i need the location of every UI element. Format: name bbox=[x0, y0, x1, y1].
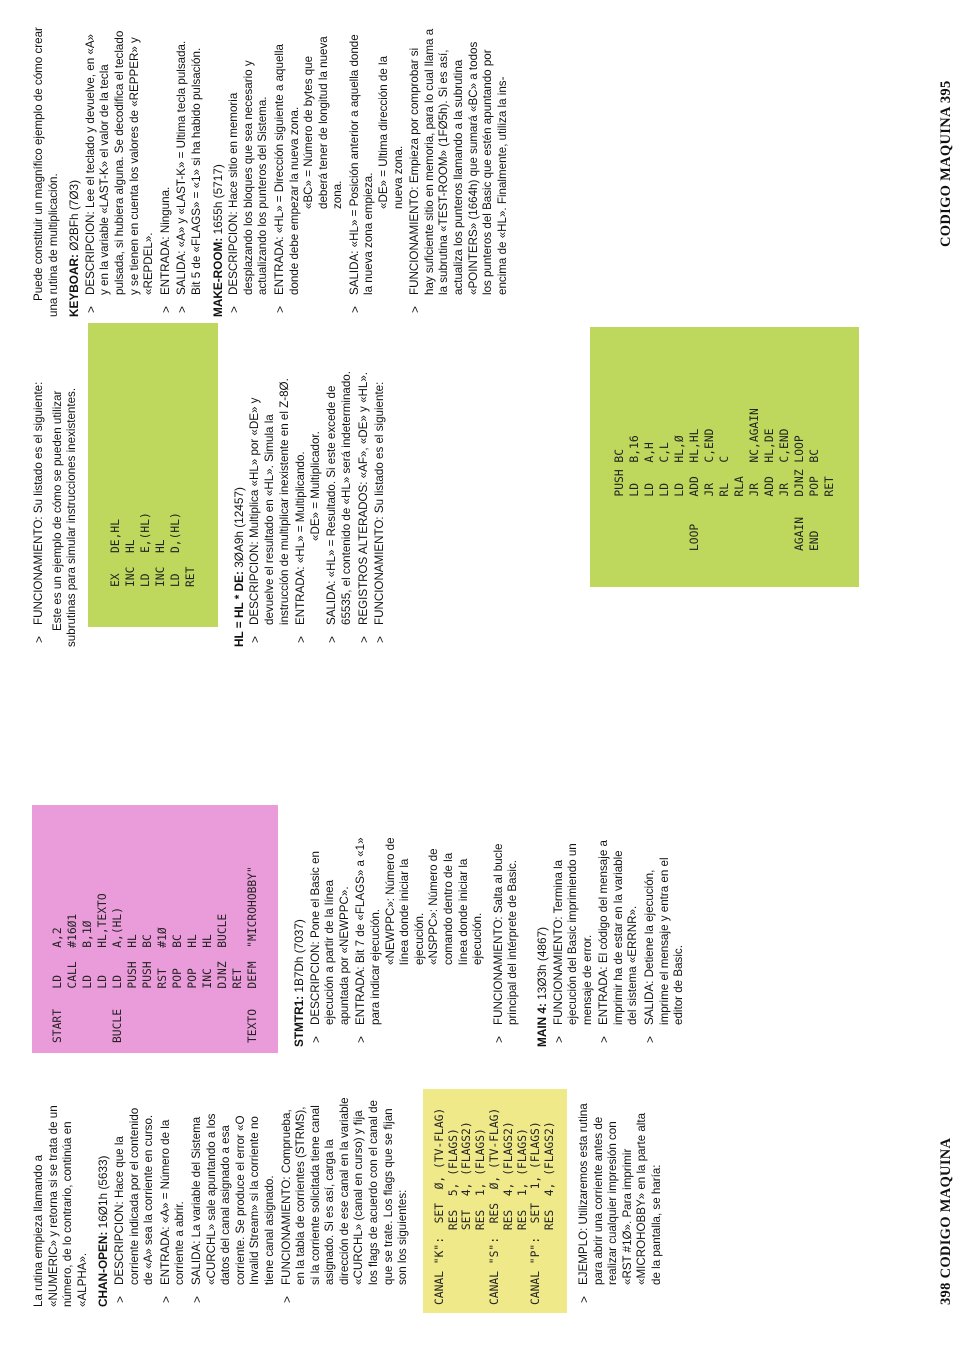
entry-title: MAKE-ROOM: bbox=[210, 237, 225, 317]
column-1 bbox=[32, 1097, 667, 1307]
entry-address: Ø2BFh (7Ø3) bbox=[67, 179, 82, 255]
arrow-icon: > bbox=[272, 305, 287, 313]
funcionamiento-item bbox=[280, 1097, 411, 1307]
entry-address: 3ØA9h (12457) bbox=[231, 487, 246, 572]
entrada-item bbox=[597, 837, 641, 1047]
entry-address: 1B7Dh (7037) bbox=[292, 919, 306, 996]
peek-code-block: EX DE,HL INC HL LD E,(HL) INC HL LD D,(HL) RET bbox=[88, 323, 218, 627]
arrow-icon: > bbox=[373, 635, 388, 643]
arrow-icon: > bbox=[32, 635, 46, 643]
descripcion-item bbox=[84, 27, 157, 317]
flags-code-block: CANAL "K": SET Ø, (TV-FLAG) RES 5, (FLAGS) SET 4, (FLAGS2) RES 1, (FLAGS) CANAL "S": RES Ø, (TV-FLAG) RES 4, (FLAGS2) RES 1, (FLAGS) CANAL "P": SET 1, (FLAGS) RES 4, (FLAGS2) bbox=[423, 1089, 567, 1313]
item-text: DESCRIPCION: Lee el teclado y devuelve, en «A» y en la variable «LAST-K» el valor de la tecla pulsada, si hubiera alguna. Se decodifica el teclado y se tienen en cuenta los valores de «REPPER» y «REPDEL». bbox=[83, 30, 156, 295]
item-text: FUNCIONAMIENTO: Empieza por comprobar si hay suficiente sitio en memoria, para lo cual llama a la subrutina «TEST-ROOM» (1FØ5h). Si es así, actualiza los punteros llamando a la subrutina «POINTERS» (1664h) que sumará «BC» a todos los punteros del Basic que estén apuntando por encima de «HL». Finalmente, utiliza la ins- bbox=[408, 28, 509, 295]
descripcion-item bbox=[227, 27, 271, 317]
registros-item bbox=[357, 357, 372, 647]
entrada-item bbox=[273, 27, 346, 317]
intro-text: La rutina empieza llamando a «NUMERIC» y retorna si se trata de un número, de lo contrario, continúa en «ALPHA». bbox=[32, 1105, 89, 1307]
entry-address: 16Ø1h (5633) bbox=[96, 1155, 111, 1232]
funcionamiento-item bbox=[408, 27, 510, 317]
arrow-icon: > bbox=[83, 305, 98, 313]
funcionamiento-item bbox=[552, 837, 596, 1047]
entry-address: 13Ø3h (4867) bbox=[534, 927, 549, 1004]
arrow-icon: > bbox=[158, 1295, 173, 1303]
arrow-icon: > bbox=[347, 305, 362, 313]
multiply-code-block: PUSH BC LD B,16 LD A,H LD C,L LD HL,Ø LOOP ADD HL,HL JR C,END RL C RLA JR NC,AGAIN ADD HL,DE JR C,END AGAIN DJNZ LOOP END POP BC RET bbox=[590, 327, 859, 587]
arrow-icon: > bbox=[325, 635, 340, 643]
arrow-icon: > bbox=[408, 305, 423, 313]
item-text: SALIDA: «HL» = Resultado. Si este excede de 65535, el contenido de «HL» será indeterminado. bbox=[325, 371, 353, 625]
entry-title: CHAN-OPEN: bbox=[96, 1231, 111, 1307]
footer-right-folio: CODIGO MAQUINA 395 bbox=[938, 80, 954, 247]
item-text: DESCRIPCION: Hace que la corriente indicada por el contenido de «A» sea la corriente en curso. bbox=[112, 1107, 156, 1285]
arrow-icon: > bbox=[189, 1295, 204, 1303]
arrow-icon: > bbox=[491, 1035, 506, 1043]
item-text: ENTRADA: «HL» = Multiplicando. bbox=[294, 451, 308, 625]
entrada-item bbox=[354, 837, 485, 1047]
column-3 bbox=[32, 357, 390, 647]
entry-title: STMTR1: bbox=[292, 995, 306, 1047]
item-text: FUNCIONAMIENTO: Comprueba, en la tabla de corrientes (STRMS), si la corriente solicitada tiene canal asignado. Si es así, carga la dirección de ese canal en la variable «CURCHL» (canal en curso) y fija los flags de acuerdo con el canal de que se trate. Los flags que se fijan son los siguientes: bbox=[279, 1097, 410, 1285]
entry-address: 1655h (5717) bbox=[210, 164, 225, 238]
entrada-newppc: «NEWPPC»: Número de línea donde iniciar la ejecución. bbox=[383, 837, 426, 965]
arrow-icon: > bbox=[356, 635, 371, 643]
funcionamiento-item bbox=[373, 357, 388, 647]
item-text: REGISTROS ALTERADOS: «AF», «DE» y «HL». bbox=[356, 371, 370, 625]
stmtr1-heading bbox=[292, 837, 307, 1047]
arrow-icon: > bbox=[248, 635, 263, 643]
arrow-icon: > bbox=[175, 305, 190, 313]
item-text: DESCRIPCION: Pone el Basic en ejecución a partir de la línea apuntada por «NEWPPC». bbox=[308, 851, 351, 1025]
item-text: DESCRIPCION: Multiplica «HL» por «DE» y devuelve el resultado en «HL». Simula la instrucción de multiplicar inexistente en el Z-8Ø. bbox=[248, 378, 291, 625]
column-4 bbox=[32, 27, 512, 317]
entrada-item bbox=[294, 357, 323, 647]
make-room-heading bbox=[211, 27, 226, 317]
salida-item bbox=[348, 27, 406, 317]
arrow-icon: > bbox=[551, 1035, 566, 1043]
footer-left-folio: 398 CODIGO MAQUINA bbox=[938, 1137, 954, 1305]
column-2 bbox=[32, 837, 689, 1047]
entry-title: HL = HL * DE: bbox=[231, 571, 246, 647]
arrow-icon: > bbox=[294, 635, 309, 643]
arrow-icon: > bbox=[227, 305, 242, 313]
entrada-item bbox=[159, 27, 174, 317]
entrada-item bbox=[159, 1097, 188, 1307]
arrow-icon: > bbox=[279, 1295, 294, 1303]
entry-title: MAIN 4: bbox=[534, 1003, 549, 1047]
item-text: ENTRADA: «HL» = Dirección siguiente a aquella donde debe empezar la nueva zona. bbox=[272, 43, 301, 295]
item-text: ENTRADA: El código del mensaje a imprimir ha de estar en la variable del sistema «ERRNR». bbox=[597, 840, 640, 1025]
funcionamiento-item bbox=[492, 837, 521, 1047]
arrow-icon: > bbox=[112, 1295, 127, 1303]
salida-item bbox=[190, 1097, 278, 1307]
entrada-bc: «BC» = Número de bytes que deberá tener de longitud la nueva zona. bbox=[302, 36, 345, 209]
item-text: SALIDA: La variable del Sistema «CURCHL» sale apuntando a los datos del canal asignado a esa corriente. Se produce el error «O Invalid Stream» si la corriente no tiene canal asignado. bbox=[189, 1113, 276, 1285]
item-text: SALIDA: «A» y «LAST-K» = Ultima tecla pulsada. Bit 5 de «FLAGS» = «1» si ha habido pulsación. bbox=[175, 40, 203, 295]
hl-mul-heading bbox=[232, 357, 247, 647]
item-text: EJEMPLO: Utilizaremos esta rutina para abrir una corriente antes de realizar cualquier impresión con «RST #1Ø». Para imprimir «MICROHOBBY» en la parte alta de la pantalla, se haría: bbox=[577, 1103, 663, 1285]
arrow-icon: > bbox=[597, 1035, 612, 1043]
intro-text: Puede constituir un magnífico ejemplo de cómo crear una rutina de multiplicación. bbox=[32, 27, 60, 317]
ejemplo-item bbox=[577, 1097, 665, 1307]
descripcion-item bbox=[309, 837, 353, 1047]
entrada-de: «DE» = Multiplicador. bbox=[308, 431, 322, 541]
arrow-icon: > bbox=[643, 1035, 658, 1043]
item-text: DESCRIPCION: Hace sitio en memoria desplazando los bloques que sea necesario y actualizando los punteros del Sistema. bbox=[227, 60, 270, 295]
chan-open-heading bbox=[96, 1097, 111, 1307]
funcionamiento-item bbox=[32, 357, 47, 647]
arrow-icon: > bbox=[354, 1035, 369, 1043]
salida-de: «DE» = Ultima dirección de la nueva zona. bbox=[377, 55, 405, 209]
descripcion-item bbox=[248, 357, 292, 647]
keyboar-heading bbox=[67, 27, 82, 317]
item-text: FUNCIONAMIENTO: Salta al bucle principal del intérprete de Basic. bbox=[491, 843, 520, 1025]
arrow-icon: > bbox=[158, 305, 173, 313]
item-text: ENTRADA: Bit 7 de «FLAGS» a «1» para indicar ejecución. bbox=[354, 837, 382, 1025]
arrow-icon: > bbox=[577, 1295, 592, 1303]
item-text: FUNCIONAMIENTO: Su listado es el siguiente: bbox=[373, 381, 387, 625]
salida-item bbox=[175, 27, 204, 317]
arrow-icon: > bbox=[308, 1035, 323, 1043]
salida-item bbox=[643, 837, 687, 1047]
item-text: ENTRADA: «A» = Número de la corriente a abrir. bbox=[158, 1119, 187, 1285]
main4-heading bbox=[535, 837, 550, 1047]
microhobby-code-block: START LD A,2 CALL #16Ø1 LD B,1Ø LD HL,TEXTO BUCLE LD A,(HL) PUSH HL PUSH BC RST #1Ø POP BC POP HL INC HL DJNZ BUCLE RET TEXTO DEFM "MICROHOBBY" bbox=[32, 805, 278, 1053]
item-text: FUNCIONAMIENTO: Su listado es el siguiente: bbox=[32, 381, 45, 625]
descripcion-item bbox=[113, 1097, 157, 1307]
item-text: FUNCIONAMIENTO: Termina la ejecución del Basic imprimiendo un mensaje de error. bbox=[551, 843, 594, 1025]
item-text: SALIDA: Detiene la ejecución, imprime el mensaje y entra en el editor de Basic. bbox=[643, 857, 686, 1025]
example-note: Este es un ejemplo de cómo se pueden utilizar subrutinas para simular instrucciones inexistentes. bbox=[50, 387, 79, 647]
item-text: ENTRADA: Ninguna. bbox=[158, 186, 172, 295]
salida-item bbox=[325, 357, 354, 647]
entry-title: KEYBOAR: bbox=[67, 254, 82, 317]
entrada-nsppc: «NSPPC»: Número de comando dentro de la línea donde iniciar la ejecución. bbox=[427, 848, 485, 965]
item-text: SALIDA: «HL» = Posición anterior a aquella donde la nueva zona empieza. bbox=[347, 34, 376, 295]
